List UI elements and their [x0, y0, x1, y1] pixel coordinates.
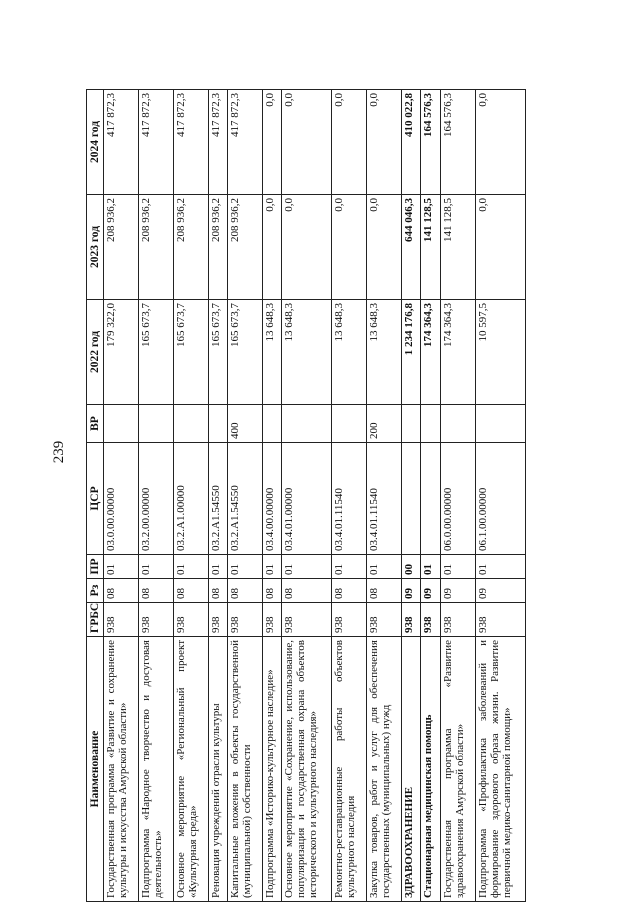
table-row — [332, 90, 367, 902]
cell-vr — [262, 405, 281, 443]
cell-rz: 09 — [475, 579, 525, 603]
cell-2024: 417 872,3 — [138, 90, 173, 195]
cell-2023: 0,0 — [367, 195, 402, 300]
header-2024: 2024 год — [87, 90, 104, 195]
cell-vr — [104, 405, 139, 443]
cell-csr: 03.4.01.11540 — [367, 443, 402, 555]
cell-csr: 03.2.00.00000 — [138, 443, 173, 555]
cell-grbs: 938 — [475, 603, 525, 637]
cell-2023: 208 936,2 — [173, 195, 208, 300]
budget-table-container — [86, 90, 526, 902]
cell-grbs: 938 — [173, 603, 208, 637]
table-row — [367, 90, 402, 902]
cell-csr: 03.0.00.00000 — [104, 443, 139, 555]
cell-name: Основное мероприятие «Сохранение, использование, популяризация и государственная охрана объектов исторического и культурного наследия» — [282, 637, 332, 902]
table-row — [282, 90, 332, 902]
table-row — [138, 90, 173, 902]
cell-grbs: 938 — [367, 603, 402, 637]
cell-vr — [282, 405, 332, 443]
table-row — [208, 90, 227, 902]
cell-2024: 164 576,3 — [440, 90, 475, 195]
cell-rz: 09 — [440, 579, 475, 603]
header-pr: ПР — [87, 555, 104, 579]
cell-name: Подпрограмма «Профилактика заболеваний и формирование здорового образа жизни. Развитие первичной медико-санитарной помощи» — [475, 637, 525, 902]
cell-2022: 165 673,7 — [173, 300, 208, 405]
table-row — [262, 90, 281, 902]
cell-2024: 164 576,3 — [421, 90, 440, 195]
cell-csr: 03.4.01.11540 — [332, 443, 367, 555]
table-row — [440, 90, 475, 902]
cell-pr: 00 — [402, 555, 421, 579]
cell-name: ЗДРАВООХРАНЕНИЕ — [402, 637, 421, 902]
cell-2022: 1 234 176,8 — [402, 300, 421, 405]
cell-grbs: 938 — [227, 603, 262, 637]
cell-vr — [475, 405, 525, 443]
cell-vr — [173, 405, 208, 443]
header-vr: ВР — [87, 405, 104, 443]
cell-name: Реновация учреждений отрасли культуры — [208, 637, 227, 902]
cell-2023: 141 128,5 — [421, 195, 440, 300]
cell-2023: 0,0 — [282, 195, 332, 300]
cell-pr: 01 — [475, 555, 525, 579]
cell-rz: 08 — [262, 579, 281, 603]
cell-pr: 01 — [332, 555, 367, 579]
cell-csr: 03.2.A1.54550 — [227, 443, 262, 555]
cell-grbs: 938 — [138, 603, 173, 637]
table-row — [475, 90, 525, 902]
cell-pr: 01 — [208, 555, 227, 579]
cell-2023: 208 936,2 — [208, 195, 227, 300]
cell-rz: 08 — [332, 579, 367, 603]
table-row — [421, 90, 440, 902]
cell-vr — [421, 405, 440, 443]
cell-2022: 179 322,0 — [104, 300, 139, 405]
cell-pr: 01 — [282, 555, 332, 579]
cell-2022: 13 648,3 — [367, 300, 402, 405]
cell-grbs: 938 — [421, 603, 440, 637]
cell-csr: 06.1.00.00000 — [475, 443, 525, 555]
cell-2022: 13 648,3 — [332, 300, 367, 405]
cell-2023: 0,0 — [332, 195, 367, 300]
cell-2024: 0,0 — [282, 90, 332, 195]
table-row — [173, 90, 208, 902]
header-csr: ЦСР — [87, 443, 104, 555]
cell-2024: 0,0 — [475, 90, 525, 195]
cell-vr — [138, 405, 173, 443]
cell-2023: 0,0 — [475, 195, 525, 300]
cell-2023: 0,0 — [262, 195, 281, 300]
table-header — [87, 90, 104, 902]
header-2022: 2022 год — [87, 300, 104, 405]
cell-2024: 0,0 — [332, 90, 367, 195]
cell-2024: 0,0 — [262, 90, 281, 195]
cell-pr: 01 — [227, 555, 262, 579]
cell-pr: 01 — [367, 555, 402, 579]
cell-2024: 417 872,3 — [208, 90, 227, 195]
cell-vr — [332, 405, 367, 443]
cell-2022: 174 364,3 — [440, 300, 475, 405]
cell-grbs: 938 — [440, 603, 475, 637]
cell-csr — [402, 443, 421, 555]
cell-rz: 08 — [104, 579, 139, 603]
cell-2023: 208 936,2 — [104, 195, 139, 300]
cell-2023: 141 128,5 — [440, 195, 475, 300]
cell-name: Капитальные вложения в объекты государственной (муниципальной) собственности — [227, 637, 262, 902]
cell-name: Основное мероприятие «Региональный проект «Культурная среда» — [173, 637, 208, 902]
cell-grbs: 938 — [104, 603, 139, 637]
cell-2022: 174 364,3 — [421, 300, 440, 405]
cell-pr: 01 — [104, 555, 139, 579]
cell-name: Закупка товаров, работ и услуг для обеспечения государственных (муниципальных) нужд — [367, 637, 402, 902]
cell-grbs: 938 — [332, 603, 367, 637]
cell-vr — [440, 405, 475, 443]
page-number: 239 — [50, 440, 67, 464]
cell-vr: 400 — [227, 405, 262, 443]
cell-2022: 10 597,5 — [475, 300, 525, 405]
cell-csr: 06.0.00.00000 — [440, 443, 475, 555]
cell-rz: 08 — [227, 579, 262, 603]
cell-2024: 0,0 — [367, 90, 402, 195]
cell-name: Стационарная медицинская помощь — [421, 637, 440, 902]
cell-2022: 13 648,3 — [282, 300, 332, 405]
cell-csr: 03.4.00.00000 — [262, 443, 281, 555]
table-row — [402, 90, 421, 902]
cell-vr — [402, 405, 421, 443]
cell-csr: 03.2.A1.54550 — [208, 443, 227, 555]
header-2023: 2023 год — [87, 195, 104, 300]
cell-name: Ремонтно-реставрационные работы объектов культурного наследия — [332, 637, 367, 902]
cell-grbs: 938 — [402, 603, 421, 637]
header-grbs: ГРБС — [87, 603, 104, 637]
cell-2023: 208 936,2 — [227, 195, 262, 300]
cell-grbs: 938 — [262, 603, 281, 637]
table-row — [104, 90, 139, 902]
cell-rz: 08 — [138, 579, 173, 603]
cell-2024: 410 022,8 — [402, 90, 421, 195]
cell-name: Подпрограмма «Народное творчество и досуговая деятельность» — [138, 637, 173, 902]
cell-2024: 417 872,3 — [227, 90, 262, 195]
cell-2022: 165 673,7 — [227, 300, 262, 405]
cell-pr: 01 — [173, 555, 208, 579]
cell-rz: 08 — [282, 579, 332, 603]
cell-2022: 13 648,3 — [262, 300, 281, 405]
cell-pr: 01 — [262, 555, 281, 579]
cell-csr: 03.4.01.00000 — [282, 443, 332, 555]
table-row — [227, 90, 262, 902]
cell-pr: 01 — [440, 555, 475, 579]
cell-2023: 644 046,3 — [402, 195, 421, 300]
cell-rz: 09 — [421, 579, 440, 603]
cell-rz: 08 — [208, 579, 227, 603]
cell-name: Государственная программа «Развитие здравоохранения Амурской области» — [440, 637, 475, 902]
cell-vr: 200 — [367, 405, 402, 443]
cell-2022: 165 673,7 — [138, 300, 173, 405]
cell-pr: 01 — [138, 555, 173, 579]
cell-rz: 09 — [402, 579, 421, 603]
cell-grbs: 938 — [282, 603, 332, 637]
cell-2024: 417 872,3 — [173, 90, 208, 195]
cell-csr: 03.2.A1.00000 — [173, 443, 208, 555]
cell-name: Подпрограмма «Историко-культурное наследие» — [262, 637, 281, 902]
cell-2023: 208 936,2 — [138, 195, 173, 300]
cell-grbs: 938 — [208, 603, 227, 637]
cell-2022: 165 673,7 — [208, 300, 227, 405]
cell-rz: 08 — [173, 579, 208, 603]
table-body — [104, 90, 526, 902]
header-rz: Рз — [87, 579, 104, 603]
header-row — [87, 90, 104, 902]
cell-csr — [421, 443, 440, 555]
cell-rz: 08 — [367, 579, 402, 603]
budget-table — [86, 89, 526, 902]
cell-vr — [208, 405, 227, 443]
cell-name: Государственная программа «Развитие и сохранение культуры и искусства Амурской области» — [104, 637, 139, 902]
cell-2024: 417 872,3 — [104, 90, 139, 195]
header-name: Наименование — [87, 637, 104, 902]
cell-pr: 01 — [421, 555, 440, 579]
